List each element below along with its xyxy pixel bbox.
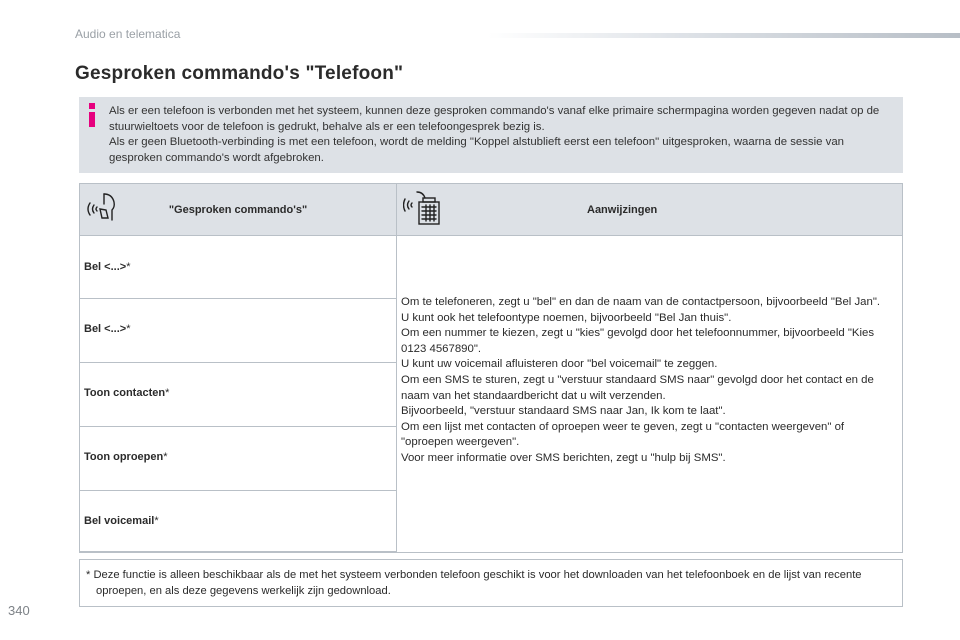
- section-header: Audio en telematica: [75, 27, 181, 41]
- footnote-text: * Deze functie is alleen beschikbaar als de met het systeem verbonden telefoon geschikt is voor het downloaden van het telefoonboek en de lijst van recente oproepen, en als deze gegevens werkelijk zijn gedownload.: [86, 569, 862, 597]
- page-number: 340: [8, 603, 30, 618]
- table-row: [80, 363, 396, 427]
- info-paragraph: Als er een telefoon is verbonden met het systeem, kunnen deze gesproken commando's vanaf elke primaire schermpagina worden gegeven nadat op de stuurwieltoets voor de telefoon is gedrukt, behalve als er een telefoongesprek bezig is.: [109, 105, 880, 133]
- info-text: [109, 104, 889, 166]
- table-row: [80, 235, 396, 299]
- voice-help-icon: [403, 188, 445, 230]
- command-label: Bel <...>*: [84, 261, 131, 273]
- instruction-line: U kunt uw voicemail afluisteren door "bel voicemail" te zeggen.: [401, 358, 718, 371]
- info-paragraph: Als er geen Bluetooth-verbinding is met een telefoon, wordt de melding "Koppel alstublieft eerst een telefoon" uitgesproken, waarna de sessie van gesproken commando's wordt afgebroken.: [109, 136, 845, 164]
- table-row: [80, 299, 396, 363]
- command-label: Bel <...>*: [84, 323, 131, 335]
- info-icon: [85, 103, 99, 127]
- instruction-line: U kunt ook het telefoontype noemen, bijvoorbeeld "Bel Jan thuis".: [401, 311, 732, 324]
- table-row: [80, 491, 396, 552]
- command-label: Toon oproepen*: [84, 451, 168, 463]
- page-title: Gesproken commando's "Telefoon": [75, 63, 404, 84]
- command-label: Bel voicemail*: [84, 515, 159, 527]
- instruction-line: Om een lijst met contacten of oproepen weer te geven, zegt u "contacten weergeven" of "oproepen weergeven".: [401, 420, 845, 449]
- instructions-text: [401, 295, 896, 467]
- instruction-line: Om te telefoneren, zegt u "bel" en dan de naam van de contactpersoon, bijvoorbeeld "Bel Jan".: [401, 296, 881, 308]
- voice-commands-table: [79, 183, 903, 553]
- instruction-line: Voor meer informatie over SMS berichten, zegt u "hulp bij SMS".: [401, 451, 726, 464]
- instruction-line: Bijvoorbeeld, "verstuur standaard SMS naar Jan, Ik kom te laat".: [401, 405, 726, 418]
- header-label-commands: "Gesproken commando's": [168, 204, 308, 216]
- header-cell-commands: [80, 184, 397, 235]
- footnote-box: [79, 559, 903, 607]
- table-row: [80, 427, 396, 491]
- table-header-row: [80, 184, 902, 236]
- instruction-line: Om een nummer te kiezen, zegt u "kies" gevolgd door het telefoonnummer, bijvoorbeeld "Kies 0123 4567890".: [401, 327, 875, 355]
- header-rule: [488, 33, 960, 38]
- command-label: Toon contacten*: [84, 387, 170, 399]
- instruction-line: Om een SMS te sturen, zegt u "verstuur standaard SMS naar" gevolgd door het contact en de naam van het standaardbericht dat u wilt verzenden.: [401, 373, 874, 402]
- column-divider: [396, 235, 397, 552]
- header-label-instructions: Aanwijzingen: [587, 204, 658, 216]
- header-cell-instructions: [397, 184, 902, 235]
